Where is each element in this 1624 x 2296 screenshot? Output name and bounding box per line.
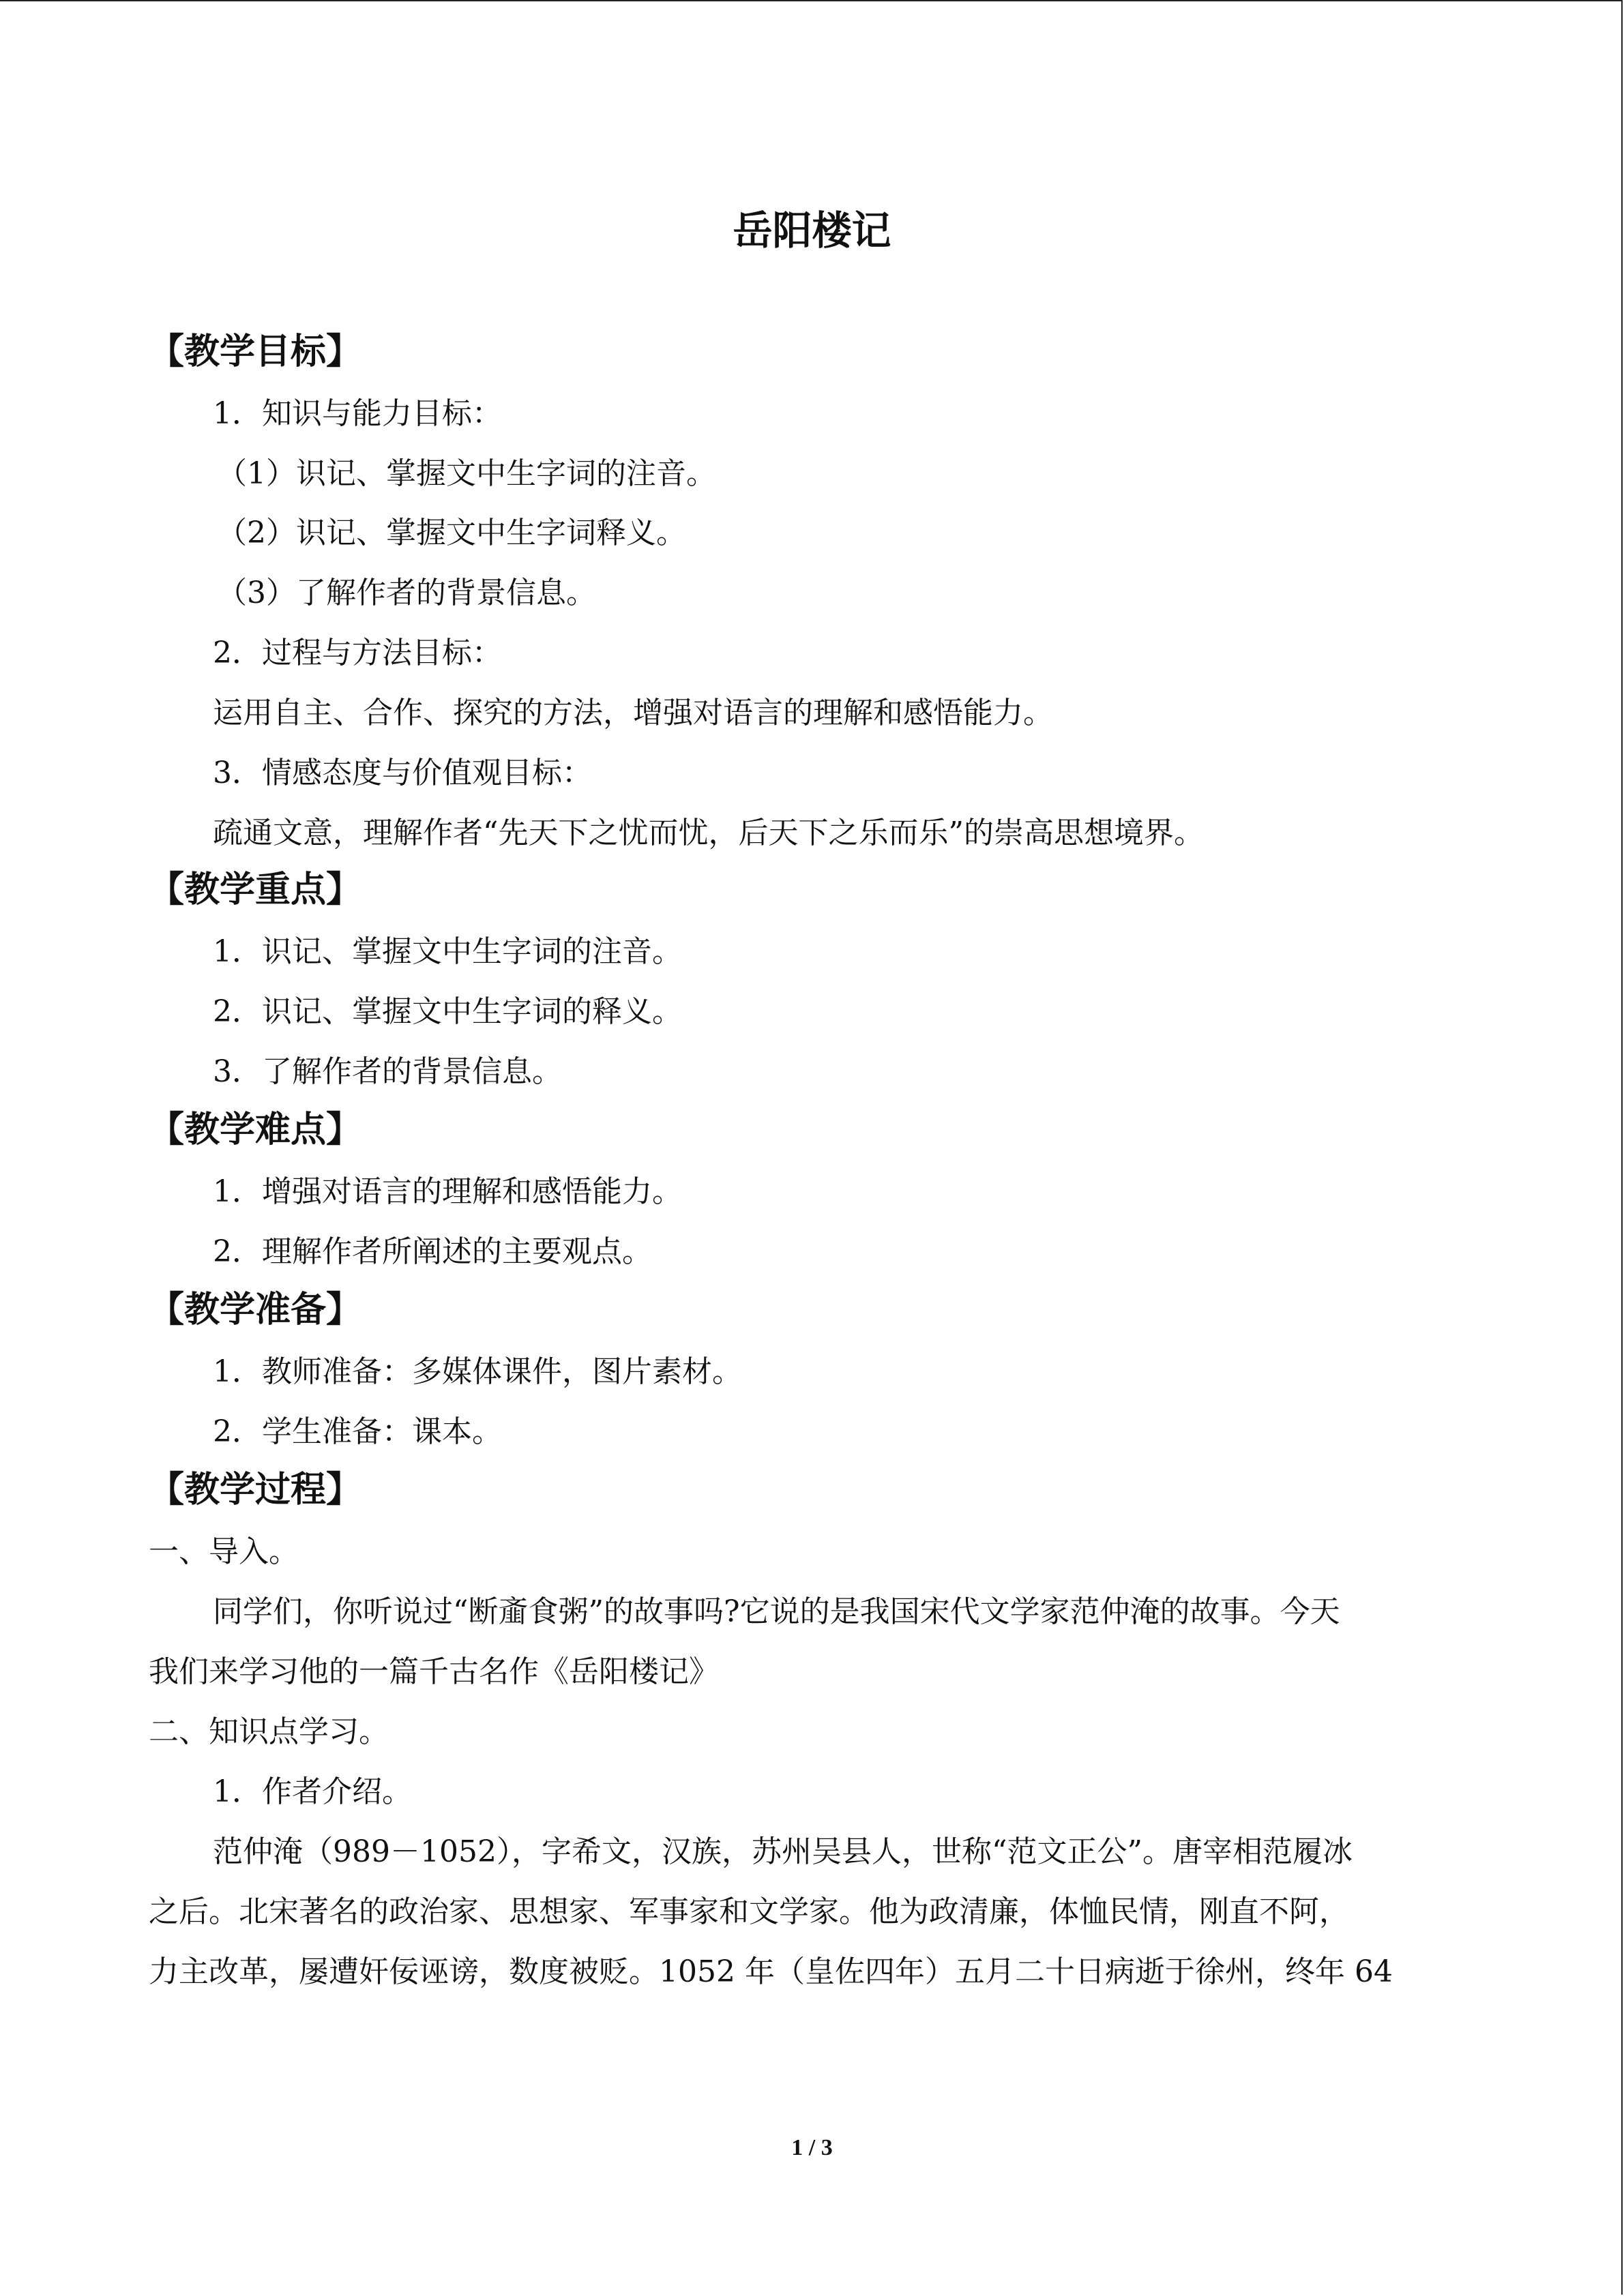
section-heading-process: 【教学过程】 [149,1470,362,1510]
key-points-line: 1．识记、掌握文中生字词的注音。 [213,934,682,969]
process-line: 一、导入。 [149,1534,299,1569]
objectives-line: 3．情感态度与价值观目标： [213,756,592,790]
section-heading-key-points: 【教学重点】 [149,869,362,910]
section-heading-preparation: 【教学准备】 [149,1289,362,1330]
process-line: 我们来学习他的一篇千古名作《岳阳楼记》 [149,1654,719,1689]
process-line: 二、知识点学习。 [149,1714,389,1749]
process-line: 范仲淹（989－1052），字希文，汉族，苏州吴县人，世称“范文正公”。唐宰相范履冰 [213,1834,1353,1869]
objectives-line: （1）识记、掌握文中生字词的注音。 [217,456,716,491]
objectives-line: 2．过程与方法目标： [213,636,502,670]
key-points-line: 2．识记、掌握文中生字词的释义。 [213,994,682,1029]
preparation-line: 1．教师准备：多媒体课件，图片素材。 [213,1354,742,1389]
difficulties-line: 1．增强对语言的理解和感悟能力。 [213,1174,682,1209]
objectives-line: 运用自主、合作、探究的方法，增强对语言的理解和感悟能力。 [213,696,1053,730]
objectives-line: 1．知识与能力目标： [213,396,502,431]
process-line: 之后。北宋著名的政治家、思想家、军事家和文学家。他为政清廉，体恤民情，刚直不阿， [149,1894,1349,1929]
process-line: 1．作者介绍。 [213,1774,412,1809]
objectives-line: （2）识记、掌握文中生字词释义。 [217,516,686,550]
preparation-line: 2．学生准备：课本。 [213,1414,502,1449]
key-points-line: 3．了解作者的背景信息。 [213,1054,562,1089]
document-title: 岳阳楼记 [733,207,891,254]
page-number: 1 / 3 [791,2135,833,2160]
objectives-line: （3）了解作者的背景信息。 [217,576,596,610]
section-heading-objectives: 【教学目标】 [149,331,362,372]
process-line: 同学们，你听说过“断齑食粥”的故事吗?它说的是我国宋代文学家范仲淹的故事。今天 [213,1594,1340,1629]
difficulties-line: 2．理解作者所阐述的主要观点。 [213,1234,652,1269]
section-heading-difficulties: 【教学难点】 [149,1109,362,1150]
objectives-line: 疏通文意，理解作者“先天下之忧而忧，后天下之乐而乐”的崇高思想境界。 [213,816,1204,850]
process-line: 力主改革，屡遭奸佞诬谤，数度被贬。1052 年（皇佐四年）五月二十日病逝于徐州，终年 64 [149,1954,1393,1989]
